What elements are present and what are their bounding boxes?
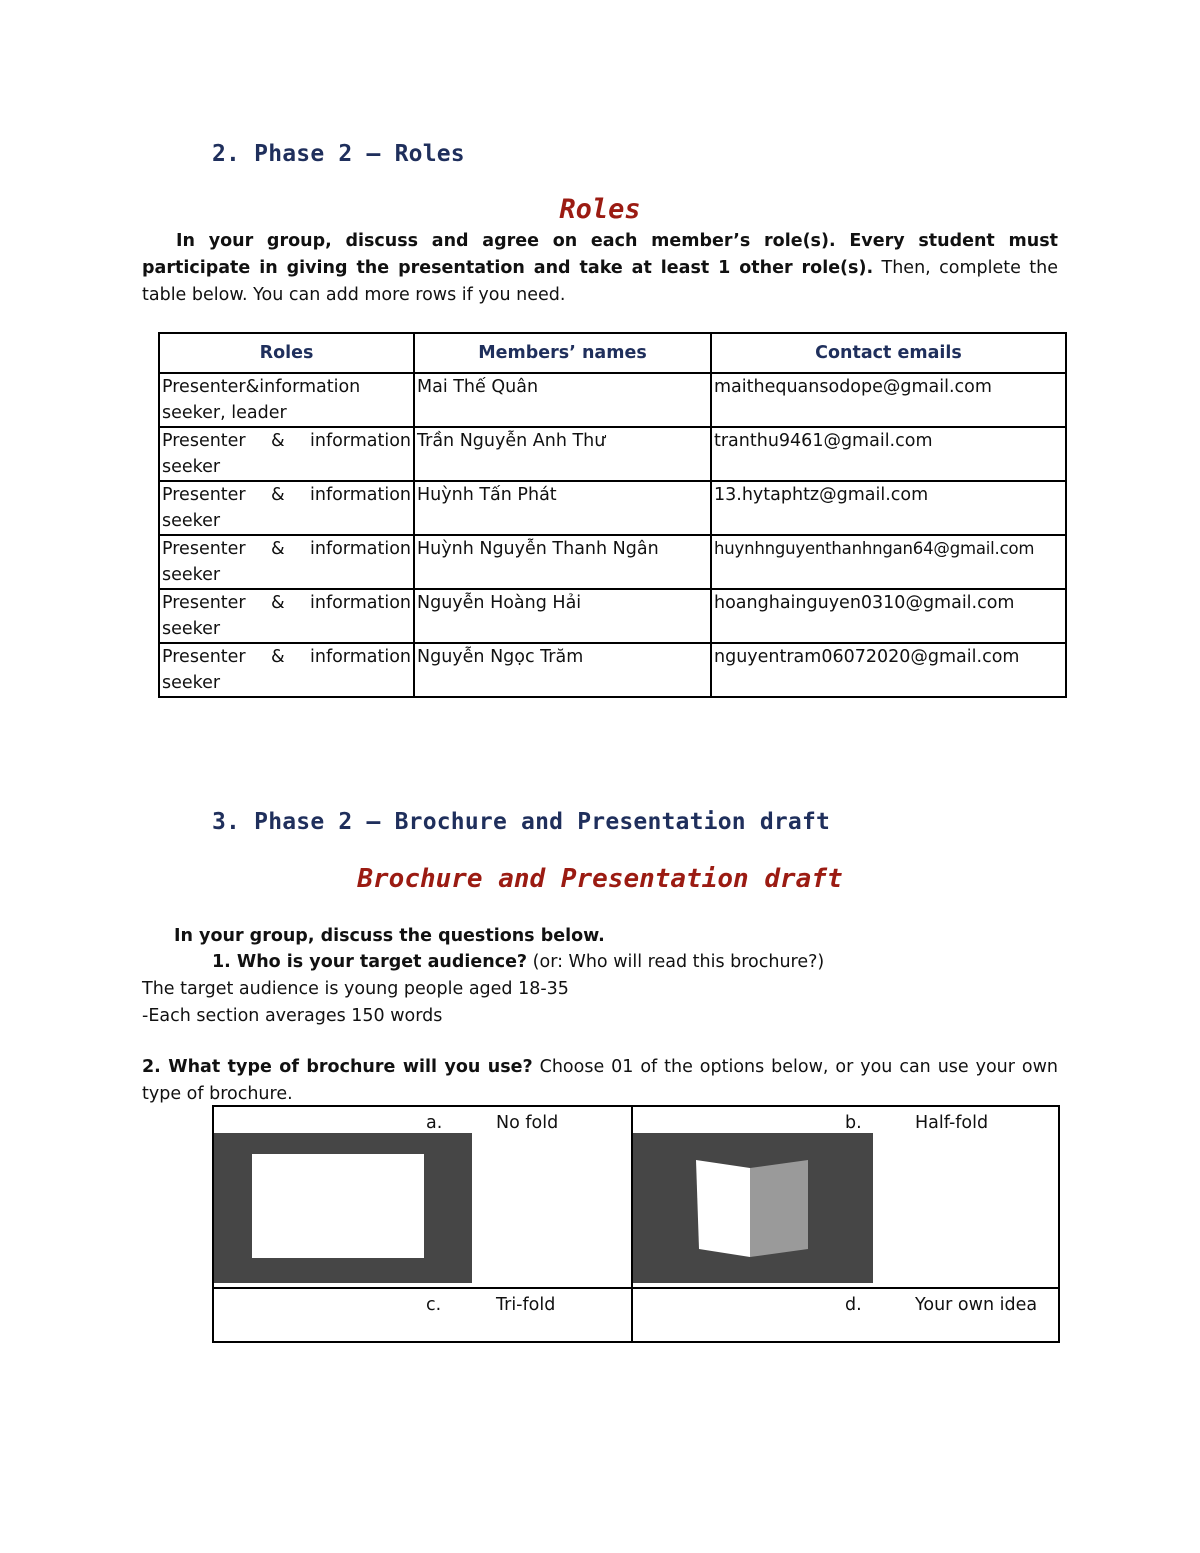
answer-word-count: -Each section averages 150 words [142, 1006, 443, 1026]
role-cell: Presenter & information seeker [159, 481, 414, 535]
email-cell: tranthu9461@gmail.com [711, 427, 1066, 481]
section-3-heading: 3. Phase 2 – Brochure and Presentation draft [212, 809, 831, 835]
option-tri-fold[interactable] [213, 1288, 632, 1342]
brochure-options-table [212, 1105, 1060, 1343]
option-name: No fold [496, 1113, 559, 1133]
table-row [159, 535, 1066, 589]
answer-target-audience: The target audience is young people aged 18-35 [142, 979, 569, 999]
roles-table [158, 332, 1067, 698]
option-name: Your own idea [915, 1295, 1038, 1315]
roles-instructions [142, 228, 1058, 309]
table-row [159, 589, 1066, 643]
email-cell: huynhnguyenthanhngan64@gmail.com [711, 535, 1066, 589]
member-name-cell: Trần Nguyễn Anh Thư [414, 427, 711, 481]
roles-instructions-rest: Then, complete the table below. You can add more rows if you need. [142, 258, 1058, 305]
option-letter: b. [845, 1113, 862, 1133]
header-roles: Roles [159, 333, 414, 373]
role-cell: Presenter & information seeker [159, 427, 414, 481]
question-1-rest: (or: Who will read this brochure?) [527, 952, 825, 972]
member-name-cell: Nguyễn Hoàng Hải [414, 589, 711, 643]
no-fold-illustration [214, 1133, 472, 1283]
question-2 [142, 1054, 1058, 1108]
flat-sheet-icon [252, 1154, 424, 1258]
table-row [159, 643, 1066, 697]
option-letter: d. [845, 1295, 862, 1315]
section-2-heading: 2. Phase 2 – Roles [212, 141, 465, 167]
role-cell: Presenter & information seeker [159, 643, 414, 697]
option-letter: c. [426, 1295, 442, 1315]
member-name-cell: Huỳnh Tấn Phát [414, 481, 711, 535]
member-name-cell: Huỳnh Nguyễn Thanh Ngân [414, 535, 711, 589]
role-cell: Presenter&information seeker, leader [159, 373, 414, 427]
question-2-rest: Choose 01 of the options below, or you can use your own type of brochure. [142, 1057, 1058, 1104]
option-name: Tri-fold [496, 1295, 556, 1315]
half-fold-illustration [633, 1133, 873, 1283]
question-1 [212, 949, 824, 976]
roles-title: Roles [559, 194, 641, 225]
brochure-title: Brochure and Presentation draft [357, 864, 843, 894]
email-cell: hoanghainguyen0310@gmail.com [711, 589, 1066, 643]
role-cell: Presenter & information seeker [159, 589, 414, 643]
discuss-instruction: In your group, discuss the questions below. [174, 926, 605, 946]
member-name-cell: Mai Thế Quân [414, 373, 711, 427]
table-row [159, 481, 1066, 535]
option-no-fold[interactable] [213, 1106, 632, 1288]
option-own-idea[interactable] [632, 1288, 1059, 1342]
email-cell: nguyentram06072020@gmail.com [711, 643, 1066, 697]
option-name: Half-fold [915, 1113, 989, 1133]
roles-instructions-bold: In your group, discuss and agree on each member’s role(s). Every student must participate in giving the presentation and take at least 1 other role(s). [142, 231, 1058, 278]
roles-table-header [159, 333, 1066, 373]
half-fold-icon [633, 1133, 873, 1283]
header-contact-emails: Contact emails [711, 333, 1066, 373]
table-row [159, 427, 1066, 481]
role-cell: Presenter & information seeker [159, 535, 414, 589]
header-members-names: Members’ names [414, 333, 711, 373]
table-row [159, 373, 1066, 427]
option-half-fold[interactable] [632, 1106, 1059, 1288]
email-cell: maithequansodope@gmail.com [711, 373, 1066, 427]
question-2-bold: 2. What type of brochure will you use? [142, 1057, 533, 1077]
member-name-cell: Nguyễn Ngọc Trăm [414, 643, 711, 697]
question-1-bold: 1. Who is your target audience? [212, 952, 528, 972]
option-letter: a. [426, 1113, 443, 1133]
email-cell: 13.hytaphtz@gmail.com [711, 481, 1066, 535]
